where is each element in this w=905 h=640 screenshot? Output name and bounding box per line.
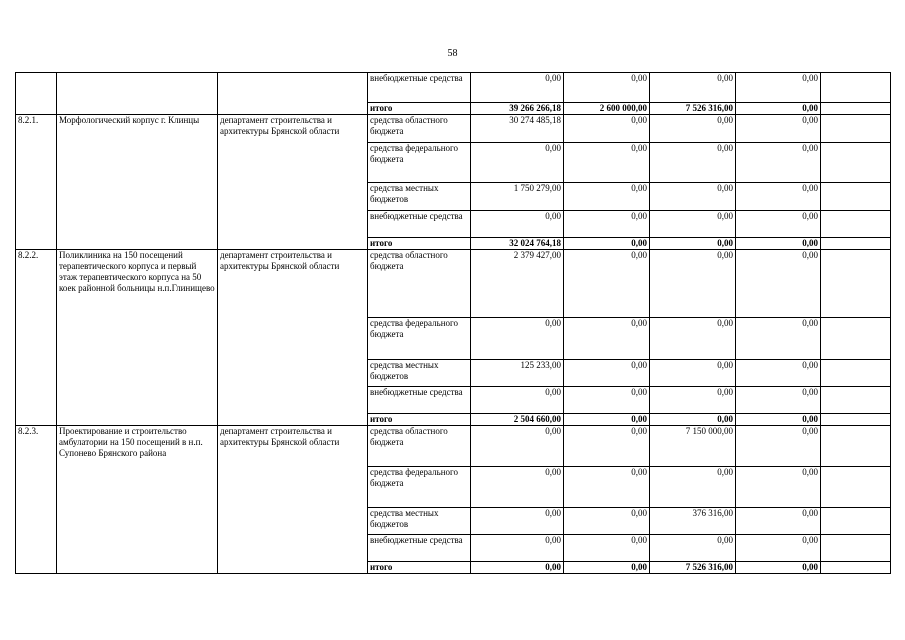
funding-source-cell: средства областного бюджета [368,426,471,467]
blank-cell [821,508,891,535]
amount-cell: 0,00 [650,467,736,508]
page-number: 58 [447,48,458,59]
responsible-cell: департамент строительства и архитектуры Брянской области [218,115,368,250]
table-row [16,250,891,318]
funding-source-cell: внебюджетные средства [368,535,471,562]
amount-cell: 0,00 [564,238,650,250]
blank-cell [821,535,891,562]
amount-cell: 0,00 [471,143,564,183]
amount-cell: 0,00 [736,318,821,360]
amount-cell: 0,00 [564,414,650,426]
amount-cell: 30 274 485,18 [471,115,564,143]
amount-cell: 0,00 [564,387,650,414]
amount-cell: 0,00 [736,211,821,238]
blank-cell [821,250,891,318]
blank-cell [821,211,891,238]
funding-source-cell: средства местных бюджетов [368,508,471,535]
amount-cell: 7 526 316,00 [650,103,736,115]
amount-cell: 0,00 [564,73,650,103]
blank-cell [821,103,891,115]
funding-source-cell: средства федерального бюджета [368,467,471,508]
funding-source-cell: внебюджетные средства [368,211,471,238]
funding-source-cell: итого [368,103,471,115]
table-row [16,115,891,143]
funding-source-cell: итого [368,414,471,426]
blank-cell [821,73,891,103]
blank-cell [821,562,891,574]
amount-cell: 0,00 [564,115,650,143]
blank-cell [821,360,891,387]
blank-cell [821,115,891,143]
amount-cell: 0,00 [564,535,650,562]
responsible-cell: департамент строительства и архитектуры Брянской области [218,426,368,574]
funding-source-cell: итого [368,562,471,574]
amount-cell: 0,00 [564,562,650,574]
amount-cell: 0,00 [471,508,564,535]
blank-cell [821,426,891,467]
amount-cell: 0,00 [650,387,736,414]
amount-cell: 0,00 [736,143,821,183]
funding-source-cell: средства федерального бюджета [368,143,471,183]
code-cell [16,73,57,115]
blank-cell [821,467,891,508]
amount-cell: 0,00 [471,467,564,508]
table-row [16,73,891,103]
amount-cell: 0,00 [564,360,650,387]
funding-source-cell: средства местных бюджетов [368,360,471,387]
amount-cell: 1 750 279,00 [471,183,564,211]
amount-cell: 0,00 [736,562,821,574]
amount-cell: 0,00 [564,508,650,535]
amount-cell: 0,00 [650,183,736,211]
amount-cell: 0,00 [650,143,736,183]
amount-cell: 0,00 [736,467,821,508]
amount-cell: 0,00 [564,143,650,183]
blank-cell [821,414,891,426]
project-name-cell [57,73,218,115]
amount-cell: 0,00 [650,250,736,318]
amount-cell: 0,00 [564,183,650,211]
amount-cell: 0,00 [650,535,736,562]
amount-cell: 0,00 [736,360,821,387]
blank-cell [821,318,891,360]
responsible-cell [218,73,368,115]
amount-cell: 0,00 [471,535,564,562]
amount-cell: 0,00 [650,360,736,387]
amount-cell: 0,00 [650,211,736,238]
amount-cell: 0,00 [471,318,564,360]
amount-cell: 2 379 427,00 [471,250,564,318]
project-name-cell: Морфологический корпус г. Клинцы [57,115,218,250]
funding-source-cell: внебюджетные средства [368,73,471,103]
amount-cell: 0,00 [736,250,821,318]
amount-cell: 0,00 [564,250,650,318]
amount-cell: 0,00 [736,103,821,115]
amount-cell: 0,00 [650,414,736,426]
amount-cell: 0,00 [471,73,564,103]
amount-cell: 0,00 [564,426,650,467]
amount-cell: 0,00 [736,183,821,211]
funding-source-cell: средства областного бюджета [368,250,471,318]
amount-cell: 2 600 000,00 [564,103,650,115]
amount-cell: 0,00 [471,387,564,414]
amount-cell: 0,00 [736,238,821,250]
funding-source-cell: средства областного бюджета [368,115,471,143]
amount-cell: 0,00 [471,426,564,467]
funding-source-cell: итого [368,238,471,250]
amount-cell: 7 150 000,00 [650,426,736,467]
amount-cell: 0,00 [564,467,650,508]
amount-cell: 0,00 [650,318,736,360]
amount-cell: 0,00 [736,73,821,103]
amount-cell: 0,00 [736,115,821,143]
amount-cell: 32 024 764,18 [471,238,564,250]
amount-cell: 2 504 660,00 [471,414,564,426]
blank-cell [821,143,891,183]
project-name-cell: Проектирование и строительство амбулатории на 150 посещений в н.п. Супонево Брянского района [57,426,218,574]
funding-source-cell: средства федерального бюджета [368,318,471,360]
amount-cell: 0,00 [736,508,821,535]
amount-cell: 376 316,00 [650,508,736,535]
code-cell: 8.2.2. [16,250,57,426]
amount-cell: 0,00 [471,562,564,574]
amount-cell: 7 526 316,00 [650,562,736,574]
blank-cell [821,183,891,211]
amount-cell: 0,00 [564,211,650,238]
responsible-cell: департамент строительства и архитектуры Брянской области [218,250,368,426]
funding-source-cell: внебюджетные средства [368,387,471,414]
code-cell: 8.2.3. [16,426,57,574]
amount-cell: 0,00 [650,73,736,103]
amount-cell: 0,00 [736,414,821,426]
funding-table [15,72,891,574]
amount-cell: 39 266 266,18 [471,103,564,115]
blank-cell [821,238,891,250]
funding-source-cell: средства местных бюджетов [368,183,471,211]
amount-cell: 0,00 [650,115,736,143]
amount-cell: 125 233,00 [471,360,564,387]
blank-cell [821,387,891,414]
code-cell: 8.2.1. [16,115,57,250]
amount-cell: 0,00 [736,535,821,562]
amount-cell: 0,00 [471,211,564,238]
funding-table-body [16,73,891,574]
amount-cell: 0,00 [564,318,650,360]
project-name-cell: Поликлиника на 150 посещений терапевтического корпуса и первый этаж терапевтического корпуса на 50 коек районной больницы н.п.Глинищево [57,250,218,426]
amount-cell: 0,00 [650,238,736,250]
amount-cell: 0,00 [736,426,821,467]
table-row [16,426,891,467]
amount-cell: 0,00 [736,387,821,414]
